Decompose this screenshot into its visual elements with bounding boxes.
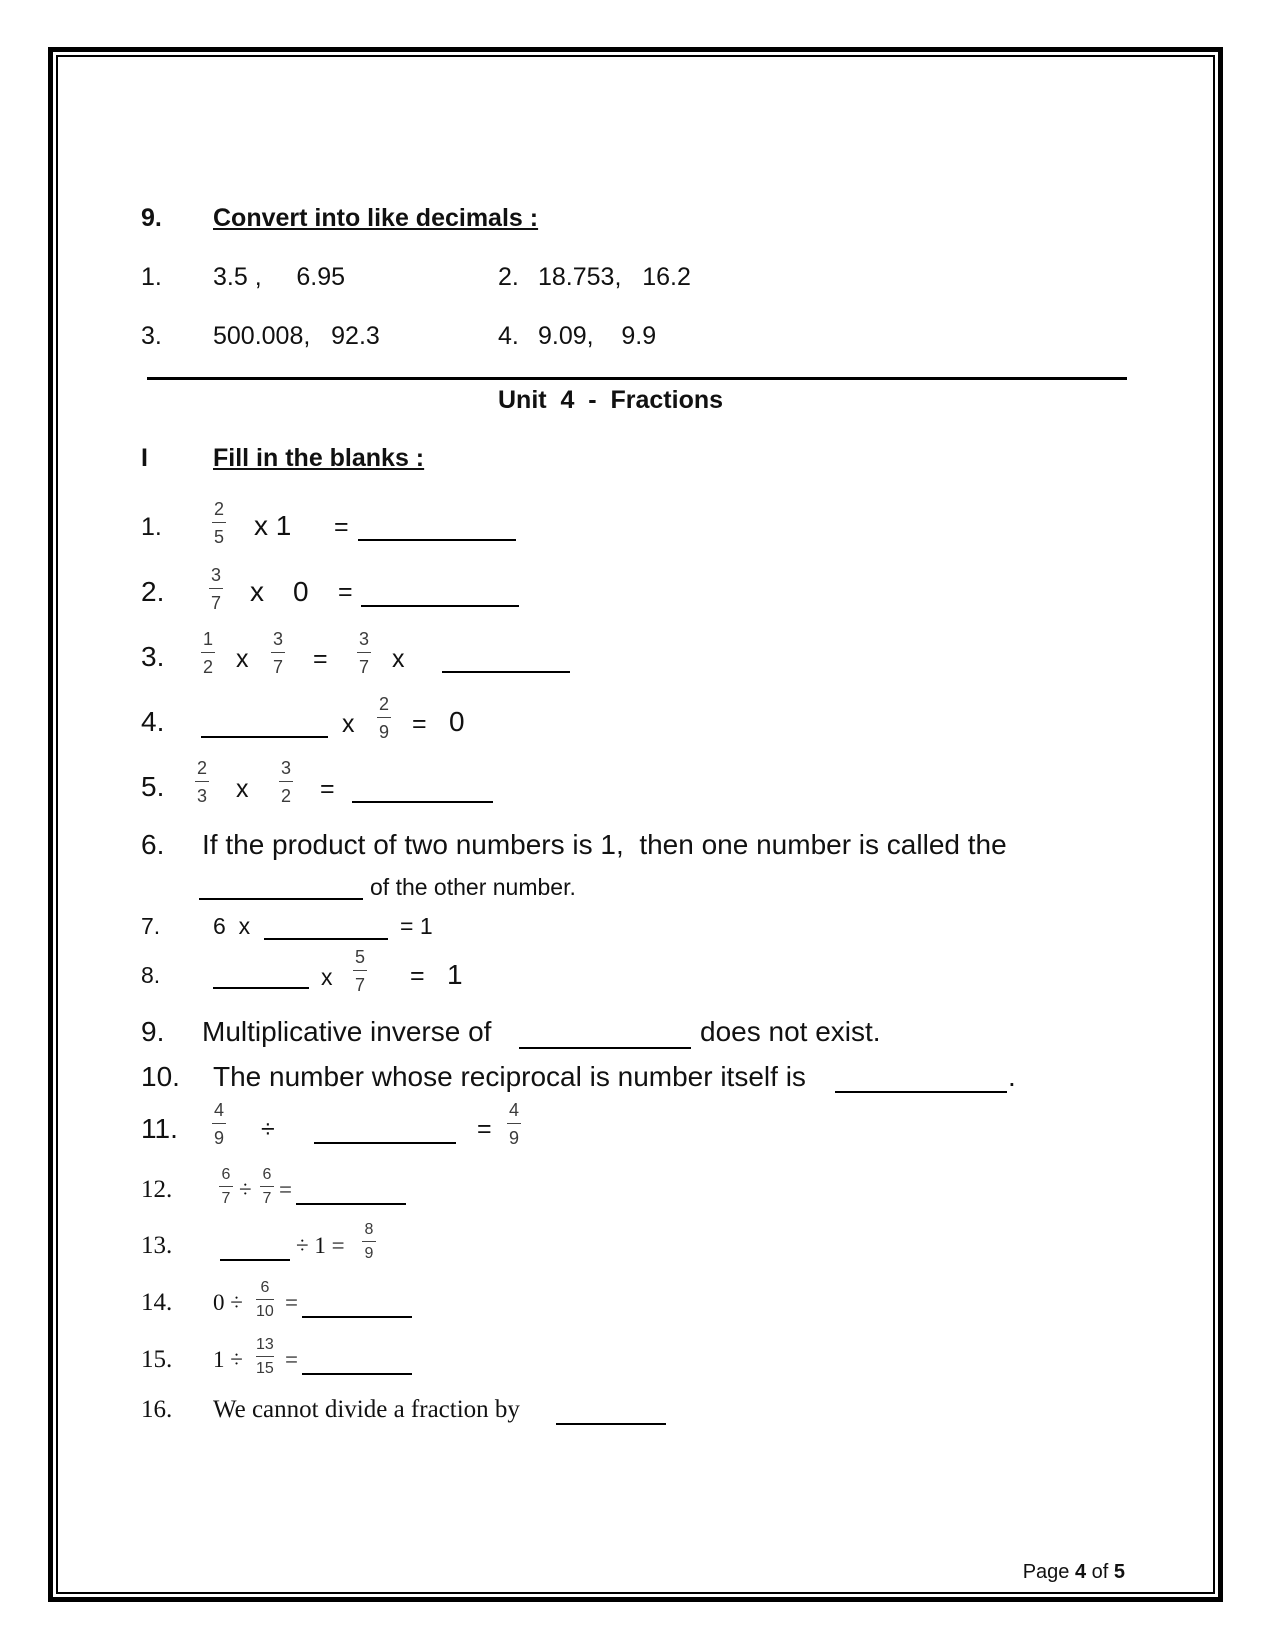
q9-item-2-text: 18.753, 16.2 bbox=[538, 263, 691, 291]
q9-item-1-number: 1. bbox=[141, 263, 162, 291]
question-9-blank[interactable] bbox=[519, 1046, 691, 1049]
question-6-line-2: of the other number. bbox=[370, 874, 576, 900]
numerator: 13 bbox=[256, 1336, 274, 1353]
numerator: 2 bbox=[213, 499, 224, 519]
question-7-prefix: 6 x bbox=[213, 913, 251, 939]
question-1-equals: = bbox=[334, 513, 349, 541]
page-footer bbox=[1023, 1561, 1125, 1584]
question-16-text: We cannot divide a fraction by bbox=[213, 1396, 520, 1423]
denominator: 9 bbox=[508, 1128, 519, 1148]
question-3-fraction-b bbox=[271, 630, 285, 676]
q9-item-4-number: 4. bbox=[498, 322, 519, 350]
unit-title: Unit 4 - Fractions bbox=[498, 386, 724, 414]
denominator: 3 bbox=[196, 786, 207, 806]
question-11-divide: ÷ bbox=[261, 1115, 275, 1143]
question-1-fraction bbox=[212, 500, 226, 546]
question-6-number: 6. bbox=[141, 829, 165, 860]
question-15-prefix: 1 ÷ bbox=[213, 1347, 243, 1372]
question-3-fraction-c bbox=[357, 630, 371, 676]
question-8-number: 8. bbox=[141, 962, 161, 988]
question-8-blank[interactable] bbox=[213, 986, 309, 989]
numerator: 3 bbox=[358, 629, 369, 649]
question-5-equals: = bbox=[320, 775, 335, 803]
question-12-fraction-b bbox=[260, 1167, 274, 1207]
question-8-fraction bbox=[353, 948, 367, 994]
question-5-blank[interactable] bbox=[352, 800, 493, 803]
numerator: 4 bbox=[508, 1100, 519, 1120]
question-11-number: 11. bbox=[141, 1113, 178, 1144]
question-10-number: 10. bbox=[141, 1061, 180, 1092]
question-2-fraction bbox=[209, 566, 223, 612]
question-16-number: 16. bbox=[141, 1396, 173, 1423]
question-12-equals: = bbox=[279, 1177, 292, 1202]
question-3-times-2: x bbox=[392, 645, 405, 673]
question-5-fraction-b bbox=[279, 759, 293, 805]
question-7-blank[interactable] bbox=[264, 937, 388, 940]
q9-item-4-text: 9.09, 9.9 bbox=[538, 322, 657, 350]
question-3-equals: = bbox=[313, 645, 328, 673]
numerator: 8 bbox=[364, 1221, 374, 1238]
numerator: 3 bbox=[280, 758, 291, 778]
question-5-number: 5. bbox=[141, 771, 165, 802]
question-12-number: 12. bbox=[141, 1176, 173, 1203]
numerator: 5 bbox=[354, 947, 365, 967]
question-6-blank[interactable] bbox=[199, 897, 363, 900]
footer-prefix: Page bbox=[1022, 1561, 1075, 1583]
question-3-times-1: x bbox=[236, 645, 249, 673]
denominator: 7 bbox=[210, 593, 221, 613]
question-5-times: x bbox=[236, 775, 249, 803]
question-7-number: 7. bbox=[141, 913, 161, 939]
numerator: 3 bbox=[210, 565, 221, 585]
denominator: 5 bbox=[213, 527, 224, 547]
question-5-fraction-a bbox=[195, 759, 209, 805]
question-4-equals: = bbox=[412, 710, 427, 738]
denominator: 10 bbox=[256, 1303, 274, 1320]
numerator: 6 bbox=[262, 1166, 272, 1183]
question-8-equals: = bbox=[410, 962, 425, 990]
denominator: 7 bbox=[358, 657, 369, 677]
question-3-fraction-a bbox=[201, 630, 215, 676]
q9-item-1-text: 3.5 , 6.95 bbox=[213, 263, 346, 291]
question-15-equals: = bbox=[285, 1347, 298, 1372]
question-1-number: 1. bbox=[141, 513, 162, 541]
q9-number: 9. bbox=[141, 204, 162, 232]
q9-item-3-number: 3. bbox=[141, 322, 162, 350]
question-13-operator: ÷ 1 = bbox=[296, 1233, 345, 1258]
denominator: 2 bbox=[202, 657, 213, 677]
question-11-fraction-a bbox=[212, 1101, 226, 1147]
footer-middle: of bbox=[1086, 1561, 1114, 1583]
question-13-blank[interactable] bbox=[220, 1258, 290, 1261]
q9-heading: Convert into like decimals : bbox=[213, 204, 539, 232]
denominator: 9 bbox=[213, 1128, 224, 1148]
numerator: 3 bbox=[272, 629, 283, 649]
question-13-number: 13. bbox=[141, 1232, 173, 1259]
question-11-blank[interactable] bbox=[314, 1141, 456, 1144]
q9-item-3-text: 500.008, 92.3 bbox=[213, 322, 380, 350]
numerator: 4 bbox=[213, 1100, 224, 1120]
denominator: 7 bbox=[354, 975, 365, 995]
question-14-blank[interactable] bbox=[302, 1315, 412, 1318]
numerator: 2 bbox=[378, 694, 389, 714]
denominator: 7 bbox=[272, 657, 283, 677]
question-7-suffix: = 1 bbox=[400, 913, 433, 939]
question-10-suffix: . bbox=[1008, 1061, 1016, 1092]
section-heading: Fill in the blanks : bbox=[213, 444, 425, 472]
denominator: 2 bbox=[280, 786, 291, 806]
question-1-blank[interactable] bbox=[358, 538, 516, 541]
question-14-fraction bbox=[256, 1280, 274, 1320]
numerator: 6 bbox=[221, 1166, 231, 1183]
section-divider bbox=[147, 377, 1127, 380]
question-3-blank[interactable] bbox=[442, 670, 570, 673]
question-2-number: 2. bbox=[141, 576, 165, 607]
question-2-zero: 0 bbox=[293, 576, 309, 607]
question-13-fraction bbox=[362, 1222, 376, 1262]
question-9-number: 9. bbox=[141, 1016, 165, 1047]
q9-item-2-number: 2. bbox=[498, 263, 519, 291]
numerator: 6 bbox=[260, 1279, 270, 1296]
question-10-blank[interactable] bbox=[835, 1090, 1007, 1093]
question-14-prefix: 0 ÷ bbox=[213, 1290, 243, 1315]
footer-total-pages: 5 bbox=[1113, 1561, 1125, 1583]
question-6-line-1: If the product of two numbers is 1, then one number is called the bbox=[202, 829, 1007, 860]
question-14-equals: = bbox=[285, 1290, 298, 1315]
question-12-fraction-a bbox=[219, 1167, 233, 1207]
section-number: I bbox=[141, 444, 148, 472]
question-15-number: 15. bbox=[141, 1346, 173, 1373]
question-9-suffix: does not exist. bbox=[700, 1016, 881, 1047]
question-2-blank[interactable] bbox=[361, 604, 519, 607]
question-4-number: 4. bbox=[141, 706, 165, 737]
question-11-equals: = bbox=[477, 1115, 492, 1143]
question-1-multiplier: x 1 bbox=[254, 510, 292, 541]
question-2-times: x bbox=[250, 576, 264, 607]
question-3-number: 3. bbox=[141, 641, 165, 672]
question-15-blank[interactable] bbox=[302, 1372, 412, 1375]
question-10-prefix: The number whose reciprocal is number itself is bbox=[213, 1061, 806, 1092]
question-4-result: 0 bbox=[449, 706, 465, 737]
denominator: 9 bbox=[378, 722, 389, 742]
question-16-blank[interactable] bbox=[556, 1422, 666, 1425]
denominator: 7 bbox=[262, 1190, 272, 1207]
question-12-divide: ÷ bbox=[239, 1177, 252, 1202]
denominator: 9 bbox=[364, 1245, 374, 1262]
question-8-times: x bbox=[321, 964, 333, 990]
question-4-fraction bbox=[377, 695, 391, 741]
question-4-blank[interactable] bbox=[201, 735, 328, 738]
question-4-times: x bbox=[342, 710, 355, 738]
numerator: 2 bbox=[196, 758, 207, 778]
question-9-prefix: Multiplicative inverse of bbox=[202, 1016, 492, 1047]
question-2-equals: = bbox=[338, 578, 353, 606]
denominator: 15 bbox=[256, 1360, 274, 1377]
question-15-fraction bbox=[256, 1337, 274, 1377]
question-12-blank[interactable] bbox=[296, 1202, 406, 1205]
denominator: 7 bbox=[221, 1190, 231, 1207]
question-11-fraction-b bbox=[507, 1101, 521, 1147]
numerator: 1 bbox=[202, 629, 213, 649]
question-8-result: 1 bbox=[447, 959, 463, 990]
footer-current-page: 4 bbox=[1074, 1561, 1087, 1583]
question-14-number: 14. bbox=[141, 1289, 173, 1316]
